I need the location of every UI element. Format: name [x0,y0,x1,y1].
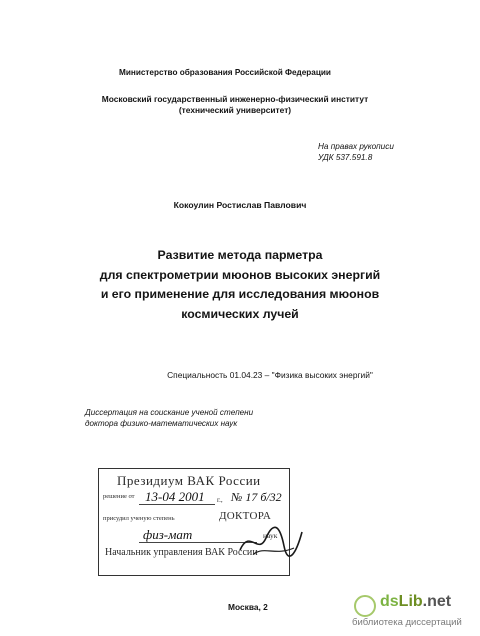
rights-line-1: На правах рукописи [318,142,394,151]
stamp-field: физ-мат [143,527,193,542]
degree-line-2: доктора физико-математических наук [85,419,238,428]
stamp-title: Президиум ВАК России [117,473,261,488]
stamp-date: 13-04 2001 [145,489,205,504]
institute-line-2: (технический университет) [178,105,292,115]
title-line-2: для спектрометрии мюонов высоких энергий [99,267,381,282]
dslib-brand: dsLib.net [380,593,452,610]
title-line-1: Развитие метода парметра [157,248,323,262]
stamp-year-suffix: г., [217,496,223,504]
institute-line-1: Московский государственный инженерно-физический институт [101,94,369,104]
stamp-award-label: присудил ученую степень [103,515,175,522]
stamp-number: № 17 б/32 [231,490,282,504]
udc-code: УДК 537.591.8 [318,153,373,162]
manuscript-rights [318,141,394,163]
dissertation-title [0,246,480,324]
stamp-head: Начальник управления ВАК России [105,547,258,558]
stamp-decision-label: решение от [103,493,135,500]
city-year: Москва, 2 [228,602,268,612]
dslib-tagline: библиотека диссертаций [352,617,462,628]
specialty: Специальность 01.04.23 – "Физика высоких энергий" [167,370,373,380]
dslib-logo-icon [354,595,376,617]
stamp-degree: ДОКТОРА [219,510,272,522]
ministry-name: Министерство образования Российской Федерации [119,68,331,77]
degree-statement [85,407,253,429]
stamp-nauk: наук [263,531,278,540]
author-name: Кокоулин Ростислав Павлович [173,200,307,210]
institute-name [70,94,400,116]
handwritten-signature [236,520,306,560]
dslib-watermark [352,593,462,633]
degree-line-1: Диссертация на соискание ученой степени [85,408,254,417]
title-line-3: и его применение для исследования мюонов [100,287,380,301]
title-line-4: космических лучей [181,306,299,321]
